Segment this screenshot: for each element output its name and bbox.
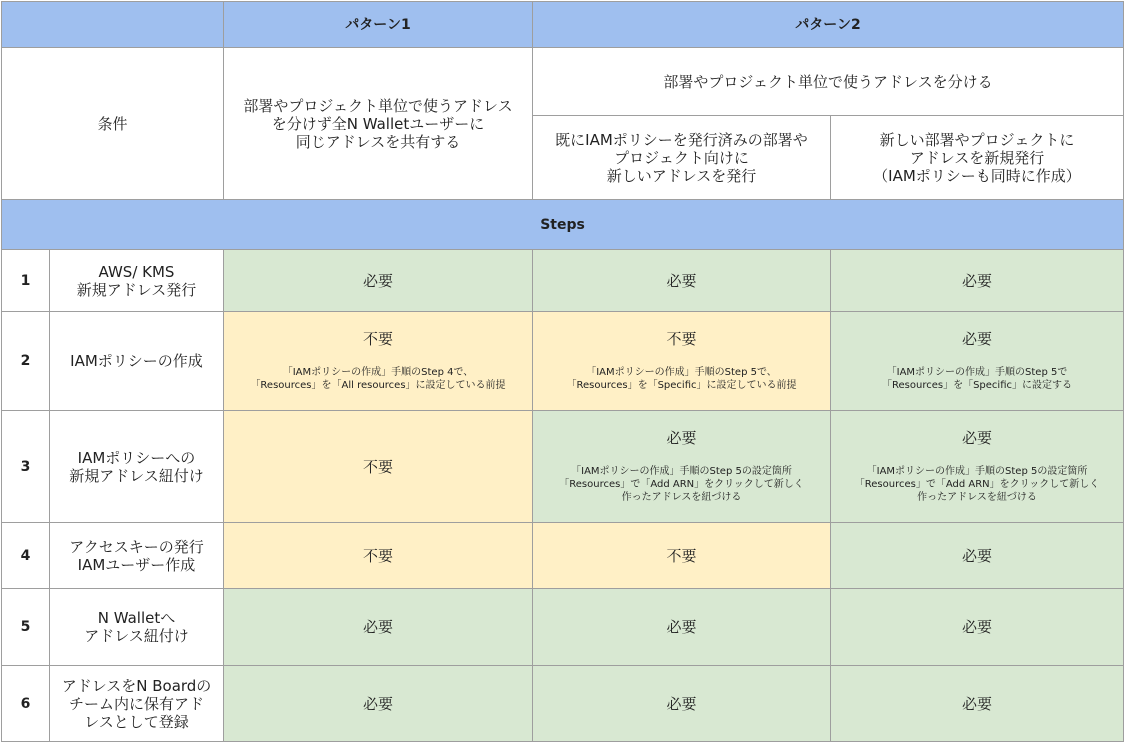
step-cell-pattern1	[224, 666, 533, 742]
step-value: 必要	[961, 618, 992, 636]
step-value: 必要	[666, 271, 697, 290]
step-note: 「IAMポリシーの作成」手順のStep 5の設定箇所 「Resources」で「Add ARN」をクリックして新しく 作ったアドレスを紐づける	[559, 466, 804, 503]
step-value: 不要	[666, 546, 697, 565]
step-row-6	[2, 666, 1124, 742]
step-note: 「IAMポリシーの作成」手順のStep 4で、 「Resources」を「All resources」に設定している前提	[250, 367, 506, 391]
header-row	[2, 2, 1124, 48]
step-cell-pattern1	[224, 523, 533, 589]
header-pattern2: パターン2	[533, 2, 1124, 48]
step-note: 「IAMポリシーの作成」手順のStep 5で、 「Resources」を「Specific」に設定している前提	[566, 367, 797, 391]
step-cell-pattern2b	[831, 312, 1124, 411]
step-value: 必要	[362, 618, 393, 636]
step-cell-pattern2b	[831, 589, 1124, 666]
step-value: 必要	[362, 694, 393, 713]
step-number: 5	[2, 589, 50, 666]
step-value: 必要	[961, 694, 992, 713]
step-cell-pattern1	[224, 411, 533, 523]
step-note: 「IAMポリシーの作成」手順のStep 5の設定箇所 「Resources」で「Add ARN」をクリックして新しく 作ったアドレスを紐づける	[854, 466, 1100, 503]
header-pattern1: パターン1	[224, 2, 533, 48]
steps-label: Steps	[2, 200, 1124, 250]
step-number: 2	[2, 312, 50, 411]
step-row-2	[2, 312, 1124, 411]
steps-header-row	[2, 200, 1124, 250]
step-row-4	[2, 523, 1124, 589]
step-cell-pattern2a	[533, 411, 831, 523]
step-value: 不要	[362, 330, 393, 348]
step-cell-pattern1	[224, 312, 533, 411]
step-cell-pattern2b	[831, 250, 1124, 312]
conditions-label: 条件	[2, 48, 224, 200]
step-name: IAMポリシーへの 新規アドレス紐付け	[50, 411, 224, 523]
step-cell-pattern1	[224, 589, 533, 666]
comparison-table	[1, 1, 1124, 742]
step-value: 不要	[362, 546, 393, 565]
step-name: アドレスをN Boardの チーム内に保有アド レスとして登録	[50, 666, 224, 742]
step-row-3	[2, 411, 1124, 523]
step-row-5	[2, 589, 1124, 666]
step-note: 「IAMポリシーの作成」手順のStep 5で 「Resources」を「Specific」に設定する	[882, 367, 1072, 391]
step-value: 必要	[961, 429, 992, 447]
step-value: 不要	[362, 457, 393, 476]
step-value: 必要	[666, 618, 697, 636]
conditions-pattern2a: 既にIAMポリシーを発行済みの部署や プロジェクト向けに 新しいアドレスを発行	[533, 116, 831, 200]
header-corner-cell	[2, 2, 224, 48]
step-value: 必要	[362, 271, 393, 290]
conditions-pattern1: 部署やプロジェクト単位で使うアドレス を分けず全N Walletユーザーに 同じアドレスを共有する	[224, 48, 533, 200]
step-name: AWS/ KMS 新規アドレス発行	[50, 250, 224, 312]
step-cell-pattern2b	[831, 523, 1124, 589]
step-cell-pattern2b	[831, 411, 1124, 523]
step-value: 不要	[666, 330, 697, 348]
step-cell-pattern2a	[533, 523, 831, 589]
step-value: 必要	[961, 330, 992, 348]
step-cell-pattern2a	[533, 250, 831, 312]
conditions-row-top	[2, 48, 1124, 116]
step-cell-pattern2b	[831, 666, 1124, 742]
step-value: 必要	[666, 429, 697, 447]
step-value: 必要	[666, 694, 697, 713]
step-cell-pattern1	[224, 250, 533, 312]
step-name: アクセスキーの発行 IAMユーザー作成	[50, 523, 224, 589]
step-number: 6	[2, 666, 50, 742]
step-cell-pattern2a	[533, 589, 831, 666]
step-value: 必要	[961, 546, 992, 565]
step-cell-pattern2a	[533, 666, 831, 742]
step-number: 3	[2, 411, 50, 523]
step-number: 1	[2, 250, 50, 312]
step-cell-pattern2a	[533, 312, 831, 411]
conditions-pattern2: 部署やプロジェクト単位で使うアドレスを分ける	[533, 48, 1124, 116]
conditions-pattern2b: 新しい部署やプロジェクトに アドレスを新規発行 （IAMポリシーも同時に作成）	[831, 116, 1124, 200]
step-name: IAMポリシーの作成	[50, 312, 224, 411]
step-value: 必要	[961, 271, 992, 290]
step-row-1	[2, 250, 1124, 312]
step-number: 4	[2, 523, 50, 589]
step-name: N Walletへ アドレス紐付け	[50, 589, 224, 666]
